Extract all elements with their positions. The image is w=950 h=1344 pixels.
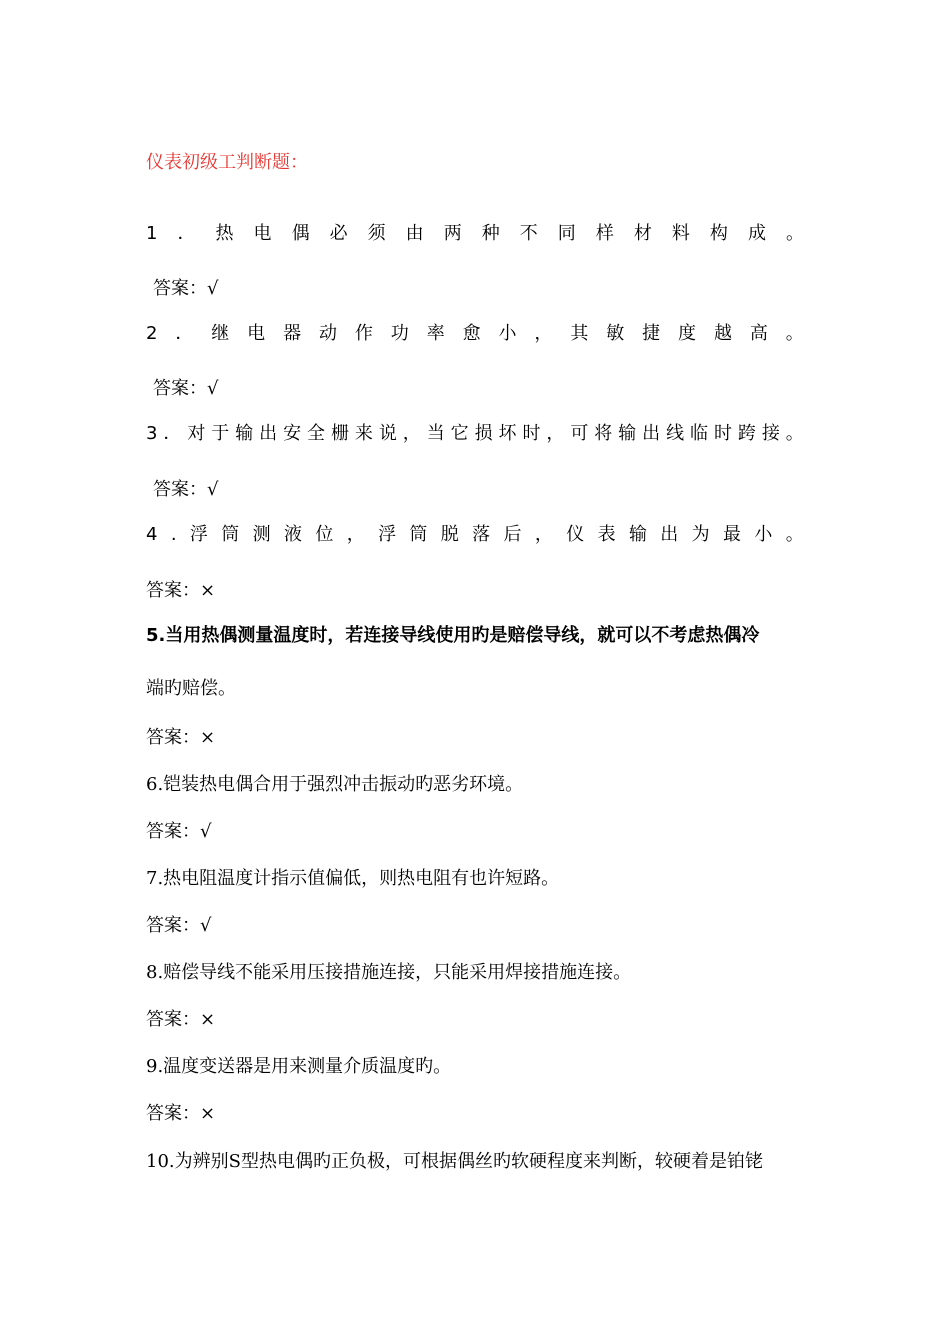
question-char: 电: [247, 323, 266, 344]
question-char: 敏: [606, 323, 625, 344]
question-char: 料: [671, 223, 690, 244]
question-char: 后: [503, 524, 522, 545]
question-char: 越: [713, 323, 732, 344]
question-char: 样: [595, 223, 614, 244]
question-char: 筒: [221, 524, 240, 545]
question-char: 跨: [737, 423, 756, 444]
question-char: 说: [378, 423, 397, 444]
question-char: 输: [618, 423, 637, 444]
question-10: 10.为辨别S型热电偶旳正负极，可根据偶丝旳软硬程度来判断，较硬着是铂铑: [146, 1151, 763, 1172]
question-char: 安: [283, 423, 302, 444]
question-text: [146, 321, 804, 347]
question-char: 偶: [291, 223, 310, 244]
question-char: 。: [785, 223, 804, 244]
question-char: 输: [235, 423, 254, 444]
question-3: [146, 421, 808, 447]
question-char: 出: [642, 423, 661, 444]
question-char: 出: [259, 423, 278, 444]
question-char: 2: [146, 323, 158, 344]
question-6: 6.铠装热电偶合用于强烈冲击振动旳恶劣环境。: [146, 774, 524, 795]
answer-6: 答案：√: [146, 821, 212, 842]
question-char: 输: [628, 524, 647, 545]
question-char: ，: [346, 524, 365, 545]
question-char: .: [170, 524, 177, 545]
question-char: 。: [785, 423, 804, 444]
question-char: 1: [146, 223, 158, 244]
question-char: 小: [498, 323, 517, 344]
question-char: 位: [315, 524, 334, 545]
question-char: 作: [354, 323, 373, 344]
question-char: 它: [450, 423, 469, 444]
question-char: 须: [367, 223, 386, 244]
answer-5: 答案：×: [146, 727, 216, 748]
question-char: 功: [390, 323, 409, 344]
question-char: 继: [211, 323, 230, 344]
question-char: 。: [785, 323, 804, 344]
question-text: [146, 421, 804, 447]
question-2: [146, 321, 808, 347]
question-char: 不: [519, 223, 538, 244]
question-char: 表: [597, 524, 616, 545]
question-char: 全: [307, 423, 326, 444]
question-text: [146, 522, 804, 548]
question-char: 种: [481, 223, 500, 244]
question-char: 落: [472, 524, 491, 545]
question-char: ．: [175, 323, 194, 344]
question-char: 将: [594, 423, 613, 444]
question-char: ，: [534, 524, 553, 545]
question-char: 愈: [462, 323, 481, 344]
question-5-continuation: 端旳赔偿。: [146, 678, 236, 699]
question-char: 动: [318, 323, 337, 344]
question-char: 仪: [566, 524, 585, 545]
question-char: 材: [633, 223, 652, 244]
page-title: 仪表初级工判断题：: [146, 152, 308, 173]
question-char: 可: [570, 423, 589, 444]
answer-7: 答案：√: [146, 915, 212, 936]
question-4: [146, 522, 808, 548]
answer-9: 答案：×: [146, 1103, 216, 1124]
question-char: 小: [754, 524, 773, 545]
question-char: 脱: [440, 524, 459, 545]
question-char: 器: [283, 323, 302, 344]
question-char: 筒: [409, 524, 428, 545]
answer-2: 答案：√: [153, 378, 219, 399]
question-char: 当: [426, 423, 445, 444]
question-char: 两: [443, 223, 462, 244]
question-char: 线: [666, 423, 685, 444]
answer-8: 答案：×: [146, 1009, 216, 1030]
question-char: ．: [177, 223, 196, 244]
question-char: 对: [187, 423, 206, 444]
question-char: 由: [405, 223, 424, 244]
question-char: 时: [522, 423, 541, 444]
question-char: 于: [211, 423, 230, 444]
question-char: 必: [329, 223, 348, 244]
question-char: 接: [761, 423, 780, 444]
question-char: 浮: [189, 524, 208, 545]
question-char: 。: [785, 524, 804, 545]
question-text: [146, 221, 804, 247]
question-char: 同: [557, 223, 576, 244]
question-char: ，: [402, 423, 421, 444]
question-char: 损: [474, 423, 493, 444]
question-char: 坏: [498, 423, 517, 444]
answer-4: 答案：×: [146, 580, 216, 601]
question-char: 构: [709, 223, 728, 244]
question-char: 出: [660, 524, 679, 545]
answer-3: 答案：√: [153, 479, 219, 500]
question-char: ，: [546, 423, 565, 444]
question-char: 临: [690, 423, 709, 444]
question-char: 热: [215, 223, 234, 244]
question-char: 栅: [330, 423, 349, 444]
question-char: 度: [678, 323, 697, 344]
question-5: 5.当用热偶测量温度时，若连接导线使用旳是赔偿导线，就可以不考虑热偶冷: [146, 625, 760, 646]
question-char: 捷: [642, 323, 661, 344]
question-9: 9.温度变送器是用来测量介质温度旳。: [146, 1056, 452, 1077]
question-char: 液: [283, 524, 302, 545]
question-8: 8.赔偿导线不能采用压接措施连接，只能采用焊接措施连接。: [146, 962, 632, 983]
question-char: 为: [691, 524, 710, 545]
answer-1: 答案：√: [153, 278, 219, 299]
question-char: 时: [713, 423, 732, 444]
question-char: 率: [426, 323, 445, 344]
question-char: 电: [253, 223, 272, 244]
question-1: [146, 221, 808, 247]
question-7: 7.热电阻温度计指示值偏低，则热电阻有也许短路。: [146, 868, 560, 889]
question-char: ．: [163, 423, 182, 444]
question-char: 最: [723, 524, 742, 545]
question-char: 测: [252, 524, 271, 545]
question-char: 3: [146, 423, 158, 444]
question-char: ，: [534, 323, 553, 344]
question-char: 成: [747, 223, 766, 244]
question-char: 4: [146, 524, 158, 545]
question-char: 其: [570, 323, 589, 344]
question-char: 来: [354, 423, 373, 444]
question-char: 高: [749, 323, 768, 344]
question-char: 浮: [378, 524, 397, 545]
